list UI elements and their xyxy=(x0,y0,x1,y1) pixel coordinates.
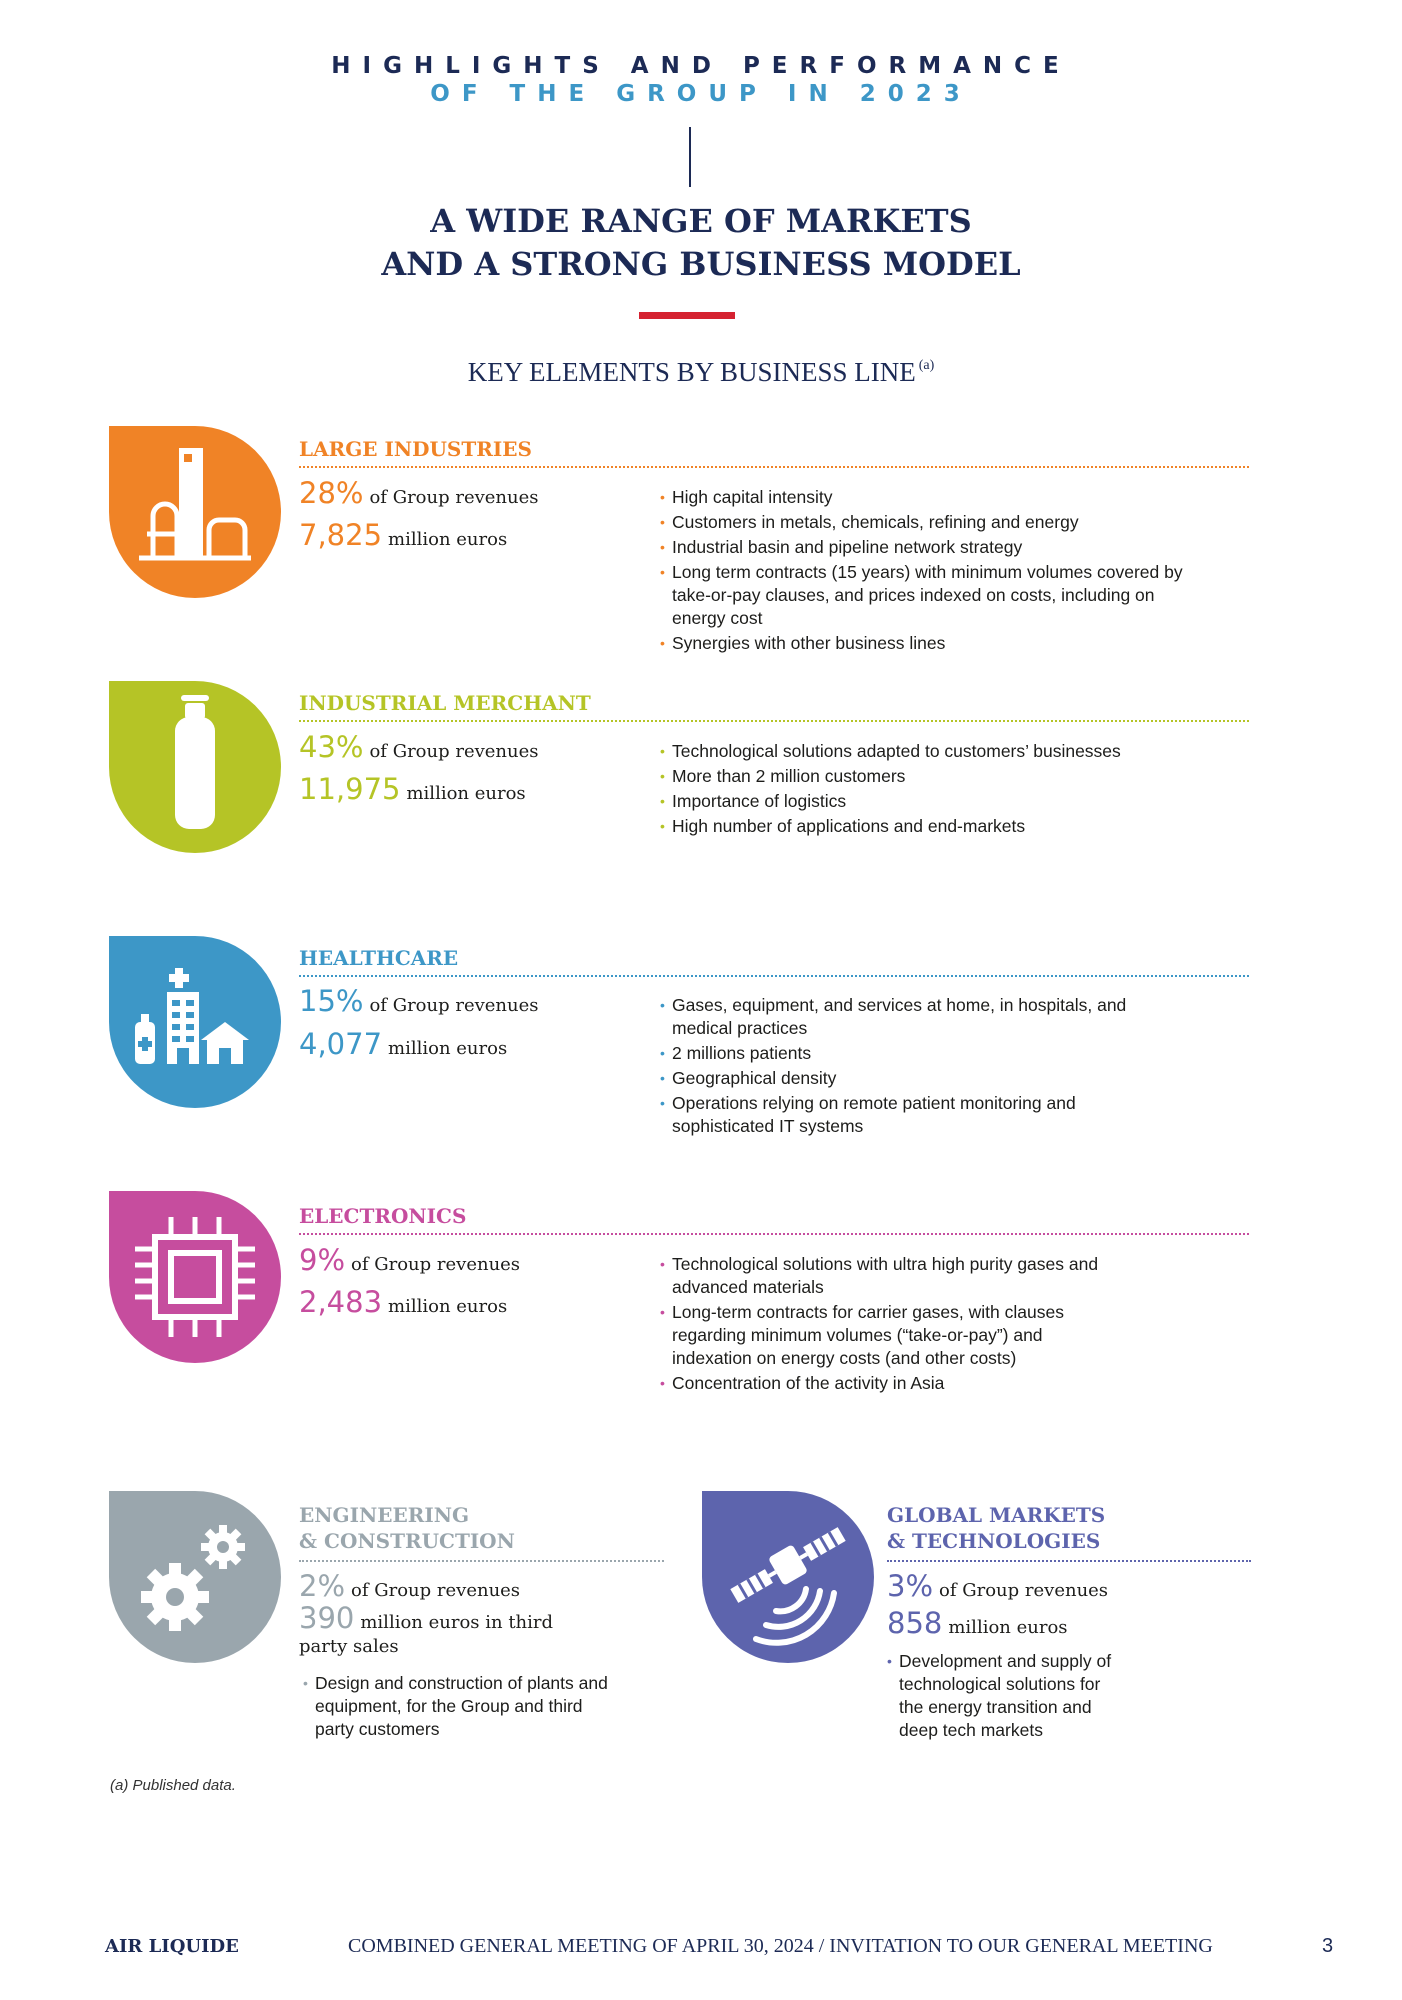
large-industries-amount-value: 7,825 xyxy=(299,518,383,552)
engineering-title-line-2: & CONSTRUCTION xyxy=(299,1529,515,1553)
list-item: • High number of applications and end-markets xyxy=(660,815,1220,838)
engineering-amount-label: million euros in third party sales xyxy=(299,1612,554,1657)
section-subtitle xyxy=(0,350,1402,388)
gas-cylinder-icon xyxy=(109,681,281,853)
industrial-merchant-divider xyxy=(299,720,1249,722)
kicker-line-1: HIGHLIGHTS AND PERFORMANCE xyxy=(331,53,1071,79)
global-markets-bullets xyxy=(887,1650,1122,1744)
footer-brand: AIR LIQUIDE xyxy=(105,1936,239,1957)
healthcare-amount-value: 4,077 xyxy=(299,1027,383,1061)
electronics-bullets xyxy=(660,1253,1110,1397)
list-item: • Customers in metals, chemicals, refining and energy xyxy=(660,511,1200,534)
global-markets-percent-label: of Group revenues xyxy=(939,1580,1109,1601)
engineering-title xyxy=(299,1502,515,1554)
global-markets-title xyxy=(887,1502,1105,1554)
industrial-merchant-percent-label: of Group revenues xyxy=(369,741,539,762)
global-markets-title-line-2: & TECHNOLOGIES xyxy=(887,1529,1101,1553)
list-item: • Operations relying on remote patient monitoring and sophisticated IT systems xyxy=(660,1092,1180,1138)
large-industries-divider xyxy=(299,466,1249,468)
list-item: • High capital intensity xyxy=(660,486,1200,509)
footer-text: COMBINED GENERAL MEETING OF APRIL 30, 2024 / INVITATION TO OUR GENERAL MEETING xyxy=(348,1935,1213,1957)
satellite-icon xyxy=(702,1491,874,1663)
global-markets-divider xyxy=(887,1560,1251,1562)
engineering-amount-value: 390 xyxy=(299,1601,355,1635)
industrial-merchant-title: INDUSTRIAL MERCHANT xyxy=(299,691,591,715)
list-item: • Technological solutions with ultra high purity gases and advanced materials xyxy=(660,1253,1110,1299)
subtitle-footnote-marker: (a) xyxy=(918,358,935,373)
electronics-amount-label: million euros xyxy=(388,1296,508,1317)
list-item: • Design and construction of plants and equipment, for the Group and third party customers xyxy=(303,1672,623,1741)
section-subtitle-text: KEY ELEMENTS BY BUSINESS LINE xyxy=(467,357,916,387)
microchip-icon xyxy=(109,1191,281,1363)
engineering-amount xyxy=(299,1601,599,1659)
global-markets-percent-value: 3% xyxy=(887,1569,934,1603)
electronics-amount xyxy=(299,1285,507,1319)
list-item: • Long-term contracts for carrier gases, with clauses regarding minimum volumes (“take-or-pay”) and indexation on energy costs (and other costs) xyxy=(660,1301,1110,1370)
engineering-bullets xyxy=(303,1672,623,1743)
electronics-title: ELECTRONICS xyxy=(299,1204,467,1228)
gears-icon xyxy=(109,1491,281,1663)
page-title-line-1: A WIDE RANGE OF MARKETS xyxy=(430,202,972,240)
healthcare-amount-label: million euros xyxy=(388,1038,508,1059)
hospital-home-icon xyxy=(109,936,281,1108)
list-item: • Gases, equipment, and services at home, in hospitals, and medical practices xyxy=(660,994,1180,1040)
healthcare-amount xyxy=(299,1027,507,1061)
large-industries-percent xyxy=(299,476,539,510)
list-item: • Long term contracts (15 years) with minimum volumes covered by take-or-pay clauses, and prices indexed on costs, including on energy cost xyxy=(660,561,1200,630)
page-title xyxy=(0,200,1402,286)
engineering-percent-label: of Group revenues xyxy=(351,1580,521,1601)
header-divider xyxy=(689,127,691,187)
industrial-merchant-percent-value: 43% xyxy=(299,730,364,764)
healthcare-title: HEALTHCARE xyxy=(299,946,459,970)
list-item: • Importance of logistics xyxy=(660,790,1220,813)
global-markets-title-line-1: GLOBAL MARKETS xyxy=(887,1503,1106,1527)
industrial-plant-icon xyxy=(109,426,281,598)
large-industries-percent-value: 28% xyxy=(299,476,364,510)
list-item: • More than 2 million customers xyxy=(660,765,1220,788)
electronics-percent xyxy=(299,1243,520,1277)
industrial-merchant-percent xyxy=(299,730,539,764)
large-industries-amount xyxy=(299,518,507,552)
list-item: • Development and supply of technological solutions for the energy transition and deep tech markets xyxy=(887,1650,1122,1742)
title-accent-bar xyxy=(639,312,735,319)
industrial-merchant-bullets xyxy=(660,740,1220,840)
global-markets-amount-value: 858 xyxy=(887,1606,943,1640)
healthcare-percent xyxy=(299,984,539,1018)
footnote: (a) Published data. xyxy=(110,1777,236,1794)
page-number: 3 xyxy=(1322,1935,1334,1957)
electronics-amount-value: 2,483 xyxy=(299,1285,383,1319)
industrial-merchant-amount-label: million euros xyxy=(406,783,526,804)
engineering-percent xyxy=(299,1569,520,1603)
list-item: • 2 millions patients xyxy=(660,1042,1180,1065)
engineering-title-line-1: ENGINEERING xyxy=(299,1503,470,1527)
electronics-percent-label: of Group revenues xyxy=(351,1254,521,1275)
kicker-line-2: OF THE GROUP IN 2023 xyxy=(430,81,972,107)
engineering-percent-value: 2% xyxy=(299,1569,346,1603)
healthcare-percent-value: 15% xyxy=(299,984,364,1018)
list-item: • Industrial basin and pipeline network strategy xyxy=(660,536,1200,559)
global-markets-amount xyxy=(887,1606,1068,1640)
industrial-merchant-amount-value: 11,975 xyxy=(299,772,401,806)
global-markets-percent xyxy=(887,1569,1108,1603)
list-item: • Concentration of the activity in Asia xyxy=(660,1372,1110,1395)
engineering-divider xyxy=(299,1560,664,1562)
large-industries-percent-label: of Group revenues xyxy=(369,487,539,508)
list-item: • Synergies with other business lines xyxy=(660,632,1200,655)
list-item: • Geographical density xyxy=(660,1067,1180,1090)
healthcare-bullets xyxy=(660,994,1180,1140)
electronics-percent-value: 9% xyxy=(299,1243,346,1277)
page-title-line-2: AND A STRONG BUSINESS MODEL xyxy=(381,245,1021,283)
large-industries-title: LARGE INDUSTRIES xyxy=(299,437,532,461)
large-industries-amount-label: million euros xyxy=(388,529,508,550)
large-industries-bullets xyxy=(660,486,1200,657)
list-item: • Technological solutions adapted to customers’ businesses xyxy=(660,740,1220,763)
industrial-merchant-amount xyxy=(299,772,526,806)
global-markets-amount-label: million euros xyxy=(948,1617,1068,1638)
electronics-divider xyxy=(299,1233,1249,1235)
healthcare-divider xyxy=(299,975,1249,977)
healthcare-percent-label: of Group revenues xyxy=(369,995,539,1016)
